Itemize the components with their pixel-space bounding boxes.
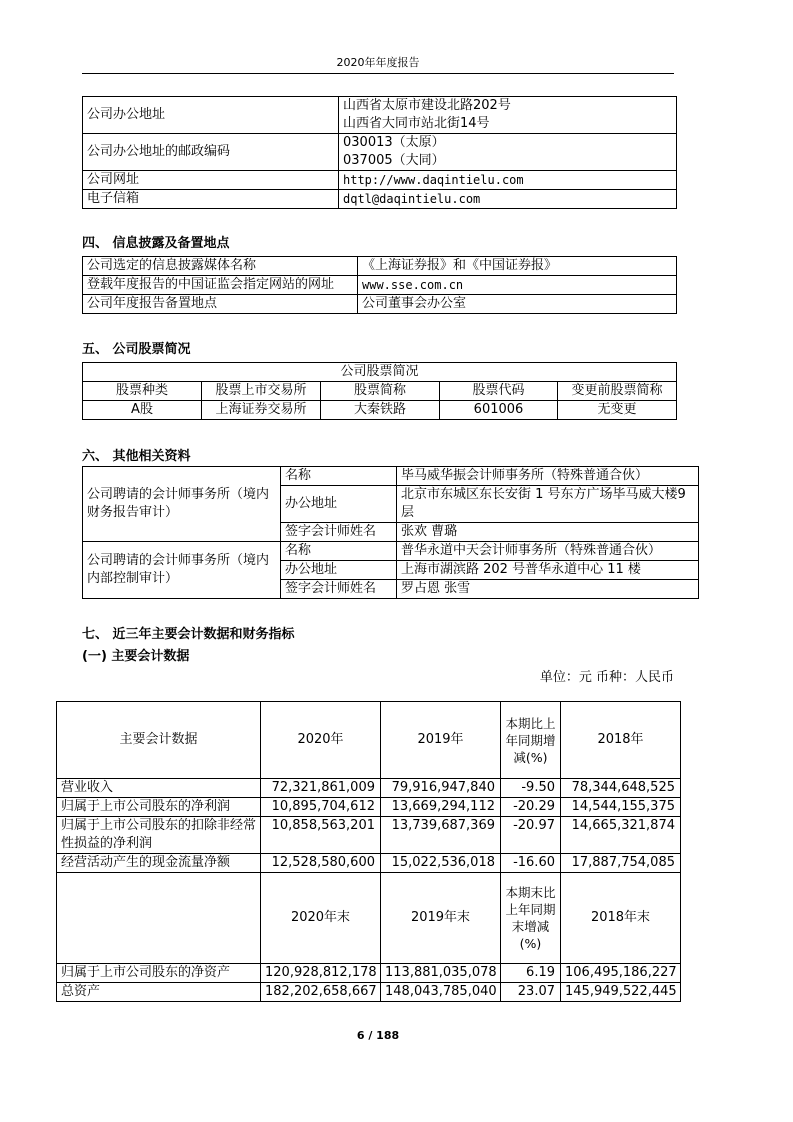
column-header: 2019年末 xyxy=(381,873,501,964)
table-cell: 106,495,186,227 xyxy=(561,964,681,983)
table-header-row xyxy=(57,873,681,964)
column-header: 2018年 xyxy=(561,702,681,779)
label-cell: 公司办公地址 xyxy=(83,97,339,134)
table-cell: 14,665,321,874 xyxy=(561,817,681,854)
row-label: 归属于上市公司股东的净资产 xyxy=(57,964,261,983)
section-heading: 四、 信息披露及备置地点 xyxy=(82,236,230,251)
table-header-row xyxy=(83,382,677,401)
value-cell: 北京市东城区东长安街 1 号东方广场毕马威大楼9层 xyxy=(397,486,699,523)
column-header xyxy=(57,873,261,964)
label-cell: 名称 xyxy=(281,542,397,561)
column-header: 变更前股票简称 xyxy=(558,382,677,401)
row-label: 总资产 xyxy=(57,983,261,1002)
table-title: 公司股票简况 xyxy=(83,363,677,382)
table-cell: 601006 xyxy=(440,401,558,420)
value-cell: 《上海证券报》和《中国证券报》 xyxy=(358,257,677,276)
table-row xyxy=(83,542,699,561)
table-cell: 14,544,155,375 xyxy=(561,798,681,817)
table-cell: 113,881,035,078 xyxy=(381,964,501,983)
value-cell: 罗占恩 张雪 xyxy=(397,580,699,599)
value-cell xyxy=(339,134,677,171)
unit-note: 单位：元 币种：人民币 xyxy=(539,670,674,685)
label-cell: 名称 xyxy=(281,467,397,486)
value-cell: 公司董事会办公室 xyxy=(358,295,677,314)
table-row xyxy=(83,257,677,276)
label-cell: 公司年度报告备置地点 xyxy=(83,295,358,314)
table-row xyxy=(83,97,677,134)
table-row xyxy=(57,964,681,983)
table-row xyxy=(83,190,677,209)
table-cell: -16.60 xyxy=(501,854,561,873)
column-header: 2019年 xyxy=(381,702,501,779)
table-cell: 79,916,947,840 xyxy=(381,779,501,798)
email-link[interactable]: dqtl@daqintielu.com xyxy=(339,190,677,209)
stock-table xyxy=(82,362,677,420)
table-cell: 13,669,294,112 xyxy=(381,798,501,817)
row-label: 经营活动产生的现金流量净额 xyxy=(57,854,261,873)
table-cell: 72,321,861,009 xyxy=(261,779,381,798)
page-header: 2020年年度报告 xyxy=(336,56,420,69)
table-cell: 上海证券交易所 xyxy=(202,401,321,420)
table-cell: 无变更 xyxy=(558,401,677,420)
table-row xyxy=(57,983,681,1002)
website-link[interactable]: http://www.daqintielu.com xyxy=(339,171,677,190)
column-header: 2020年 xyxy=(261,702,381,779)
value-cell[interactable]: www.sse.com.cn xyxy=(358,276,677,295)
table-cell: 145,949,522,445 xyxy=(561,983,681,1002)
row-label: 归属于上市公司股东的净利润 xyxy=(57,798,261,817)
address-line: 山西省太原市建设北路202号 xyxy=(343,98,511,113)
table-row xyxy=(83,276,677,295)
table-cell: A股 xyxy=(83,401,202,420)
table-cell: 17,887,754,085 xyxy=(561,854,681,873)
postcode-line: 030013（太原） xyxy=(343,135,445,150)
table-row xyxy=(57,779,681,798)
section-heading: 五、 公司股票简况 xyxy=(82,342,191,357)
table-cell: 120,928,812,178 xyxy=(261,964,381,983)
value-cell xyxy=(339,97,677,134)
table-cell: 13,739,687,369 xyxy=(381,817,501,854)
table-cell: 10,895,704,612 xyxy=(261,798,381,817)
table-cell: 12,528,580,600 xyxy=(261,854,381,873)
table-cell: 大秦铁路 xyxy=(321,401,440,420)
postcode-line: 037005（大同） xyxy=(343,153,445,168)
table-cell: 6.19 xyxy=(501,964,561,983)
section-heading: 七、 近三年主要会计数据和财务指标 xyxy=(82,627,295,642)
label-cell: 办公地址 xyxy=(281,561,397,580)
header-rule xyxy=(82,73,674,74)
table-row xyxy=(83,134,677,171)
column-header: 股票简称 xyxy=(321,382,440,401)
table-cell: 23.07 xyxy=(501,983,561,1002)
table-row xyxy=(83,467,699,486)
value-cell: 普华永道中天会计师事务所（特殊普通合伙） xyxy=(397,542,699,561)
column-header: 股票代码 xyxy=(440,382,558,401)
group-title: 公司聘请的会计师事务所（境内 财务报告审计） xyxy=(83,467,281,542)
table-row xyxy=(57,798,681,817)
section-heading: 六、 其他相关资料 xyxy=(82,449,191,464)
row-label: 归属于上市公司股东的扣除非经常性损益的净利润 xyxy=(57,817,261,854)
table-title-row xyxy=(83,363,677,382)
table-row xyxy=(57,817,681,854)
column-header: 本期末比上年同期末增减(%) xyxy=(501,873,561,964)
table-cell: -20.29 xyxy=(501,798,561,817)
label-cell: 登载年度报告的中国证监会指定网站的网址 xyxy=(83,276,358,295)
value-cell: 上海市湖滨路 202 号普华永道中心 11 楼 xyxy=(397,561,699,580)
column-header: 2020年末 xyxy=(261,873,381,964)
label-cell: 公司选定的信息披露媒体名称 xyxy=(83,257,358,276)
column-header: 股票上市交易所 xyxy=(202,382,321,401)
column-header: 股票种类 xyxy=(83,382,202,401)
table-cell: 78,344,648,525 xyxy=(561,779,681,798)
table-cell: 148,043,785,040 xyxy=(381,983,501,1002)
address-table xyxy=(82,96,677,209)
column-header: 本期比上年同期增减(%) xyxy=(501,702,561,779)
table-header-row xyxy=(57,702,681,779)
table-row xyxy=(57,854,681,873)
sub-heading: (一) 主要会计数据 xyxy=(82,649,190,664)
table-cell: -9.50 xyxy=(501,779,561,798)
label-cell: 签字会计师姓名 xyxy=(281,580,397,599)
label-cell: 办公地址 xyxy=(281,486,397,523)
label-cell: 签字会计师姓名 xyxy=(281,523,397,542)
table-row xyxy=(83,171,677,190)
table-cell: 182,202,658,667 xyxy=(261,983,381,1002)
table-cell: 15,022,536,018 xyxy=(381,854,501,873)
column-header: 2018年末 xyxy=(561,873,681,964)
row-label: 营业收入 xyxy=(57,779,261,798)
disclosure-table xyxy=(82,256,677,314)
label-cell: 公司网址 xyxy=(83,171,339,190)
label-cell: 电子信箱 xyxy=(83,190,339,209)
value-cell: 张欢 曹璐 xyxy=(397,523,699,542)
page-number: 6 / 188 xyxy=(356,1029,400,1042)
table-cell: 10,858,563,201 xyxy=(261,817,381,854)
label-cell: 公司办公地址的邮政编码 xyxy=(83,134,339,171)
auditor-table xyxy=(82,466,699,599)
address-line: 山西省大同市站北街14号 xyxy=(343,116,490,131)
table-row xyxy=(83,401,677,420)
table-row xyxy=(83,295,677,314)
column-header: 主要会计数据 xyxy=(57,702,261,779)
table-cell: -20.97 xyxy=(501,817,561,854)
value-cell: 毕马威华振会计师事务所（特殊普通合伙） xyxy=(397,467,699,486)
group-title: 公司聘请的会计师事务所（境内 内部控制审计） xyxy=(83,542,281,599)
financial-table xyxy=(56,701,681,1002)
